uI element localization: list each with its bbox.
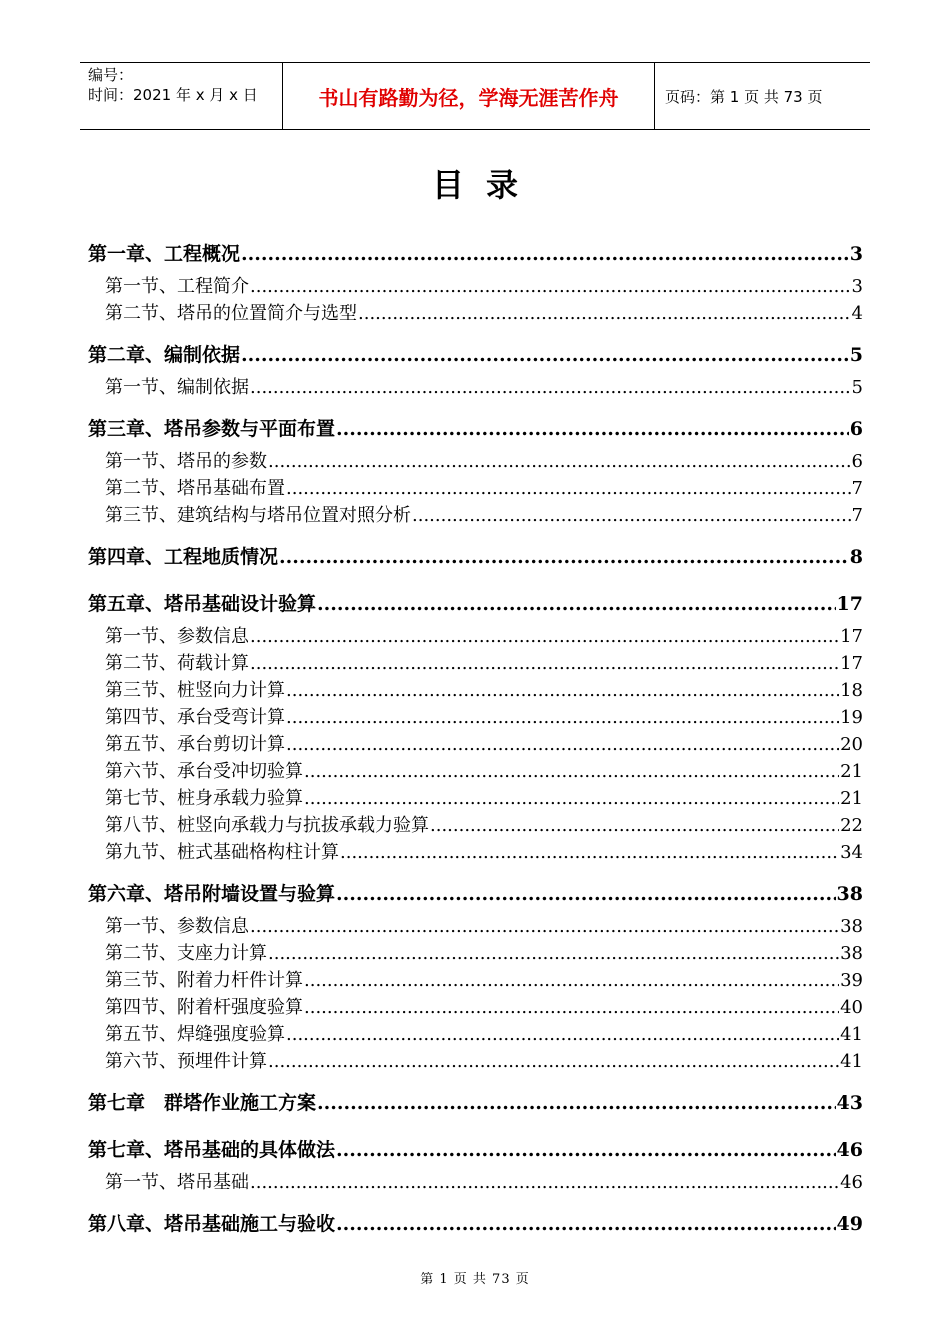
toc-spacer [88,866,863,876]
toc-section-entry[interactable] [88,731,863,758]
toc-chapter-entry[interactable] [88,539,863,576]
toc-entry-page: 46 [836,1139,863,1161]
header-meta [80,63,282,129]
toc-dot-leader [317,586,836,623]
toc-entry-page: 20 [840,734,863,755]
toc-section-entry[interactable] [88,623,863,650]
page-footer: 第 1 页 共 73 页 [420,1272,530,1287]
toc-entry-label: 第一节、参数信息 [105,916,249,937]
toc-entry-label: 第一节、工程简介 [105,276,249,297]
toc-entry-page: 8 [849,546,863,568]
toc-entry-page: 17 [836,593,863,615]
toc-dot-leader [430,812,839,839]
toc-entry-page: 7 [851,505,863,526]
toc-entry-page: 49 [836,1213,863,1235]
toc-section-entry[interactable] [88,1021,863,1048]
toc-section-entry[interactable] [88,758,863,785]
toc-entry-label: 第一节、参数信息 [105,626,249,647]
toc-entry-label: 第二节、荷载计算 [105,653,249,674]
toc-chapter-entry[interactable] [88,1085,863,1122]
toc-entry-page: 3 [851,276,863,297]
header-page-info-cell [655,63,870,129]
toc-entry-label: 第六章、塔吊附墙设置与验算 [88,883,336,905]
toc-dot-leader [250,1169,839,1196]
toc-entry-label: 第五章、塔吊基础设计验算 [88,593,317,615]
toc-section-entry[interactable] [88,300,863,327]
toc-spacer [88,529,863,539]
table-of-contents [88,236,863,1243]
page-title: 目录 [431,166,540,204]
toc-section-entry[interactable] [88,677,863,704]
toc-entry-label: 第九节、桩式基础格构柱计算 [105,842,339,863]
toc-entry-page: 18 [840,680,863,701]
toc-entry-label: 第三章、塔吊参数与平面布置 [88,418,336,440]
toc-entry-page: 21 [840,761,863,782]
toc-section-entry[interactable] [88,785,863,812]
toc-entry-label: 第二章、编制依据 [88,344,241,366]
toc-entry-label: 第四章、工程地质情况 [88,546,279,568]
toc-entry-label: 第二节、支座力计算 [105,943,267,964]
header-motto-cell [282,63,655,129]
toc-entry-page: 38 [840,916,863,937]
toc-entry-page: 6 [849,418,863,440]
toc-entry-label: 第一章、工程概况 [88,243,241,265]
toc-chapter-entry[interactable] [88,1206,863,1243]
toc-section-entry[interactable] [88,704,863,731]
toc-section-entry[interactable] [88,448,863,475]
toc-section-entry[interactable] [88,812,863,839]
toc-dot-leader [250,273,851,300]
toc-entry-label: 第四节、附着杆强度验算 [105,997,303,1018]
toc-dot-leader [250,913,839,940]
toc-section-entry[interactable] [88,1169,863,1196]
toc-entry-page: 7 [851,478,863,499]
toc-entry-label: 第五节、承台剪切计算 [105,734,285,755]
toc-entry-page: 6 [851,451,863,472]
toc-dot-leader [304,967,839,994]
toc-entry-page: 4 [851,303,863,324]
toc-entry-page: 5 [849,344,863,366]
toc-entry-page: 17 [840,626,863,647]
toc-entry-page: 41 [840,1051,863,1072]
toc-dot-leader [250,650,839,677]
toc-section-entry[interactable] [88,940,863,967]
toc-chapter-entry[interactable] [88,586,863,623]
header-time-label: 时间：2021 年 x 月 x 日 [88,86,258,104]
toc-entry-label: 第三节、桩竖向力计算 [105,680,285,701]
toc-spacer [88,401,863,411]
toc-entry-page: 3 [849,243,863,265]
toc-dot-leader [250,623,839,650]
toc-entry-page: 19 [840,707,863,728]
toc-dot-leader [336,876,836,913]
toc-section-entry[interactable] [88,994,863,1021]
toc-entry-label: 第六节、承台受冲切验算 [105,761,303,782]
toc-spacer [88,1075,863,1085]
toc-section-entry[interactable] [88,374,863,401]
toc-section-entry[interactable] [88,839,863,866]
toc-spacer [88,327,863,337]
toc-dot-leader [286,731,839,758]
toc-dot-leader [304,785,839,812]
toc-entry-page: 21 [840,788,863,809]
toc-entry-page: 38 [840,943,863,964]
toc-dot-leader [336,411,849,448]
toc-entry-page: 41 [840,1024,863,1045]
toc-entry-label: 第三节、附着力杆件计算 [105,970,303,991]
toc-dot-leader [304,758,839,785]
toc-chapter-entry[interactable] [88,337,863,374]
toc-section-entry[interactable] [88,1048,863,1075]
toc-dot-leader [250,374,851,401]
toc-entry-page: 38 [836,883,863,905]
toc-entry-page: 46 [840,1172,863,1193]
toc-entry-page: 17 [840,653,863,674]
toc-entry-label: 第一节、塔吊的参数 [105,451,267,472]
toc-chapter-entry[interactable] [88,1132,863,1169]
toc-spacer [88,1122,863,1132]
toc-dot-leader [286,475,851,502]
toc-dot-leader [336,1132,836,1169]
toc-entry-label: 第八章、塔吊基础施工与验收 [88,1213,336,1235]
toc-chapter-entry[interactable] [88,236,863,273]
header-page-info: 页码：第 1 页 共 73 页 [665,87,823,106]
toc-chapter-entry[interactable] [88,411,863,448]
toc-dot-leader [304,994,839,1021]
header-number-label: 编号： [88,66,134,84]
toc-section-entry[interactable] [88,475,863,502]
toc-section-entry[interactable] [88,273,863,300]
toc-entry-label: 第二节、塔吊基础布置 [105,478,285,499]
toc-dot-leader [268,448,851,475]
toc-chapter-entry[interactable] [88,876,863,913]
toc-entry-page: 39 [840,970,863,991]
toc-dot-leader [336,1206,836,1243]
toc-entry-label: 第七章、塔吊基础的具体做法 [88,1139,336,1161]
toc-entry-label: 第五节、焊缝强度验算 [105,1024,285,1045]
toc-dot-leader [241,337,849,374]
toc-dot-leader [412,502,851,529]
toc-entry-label: 第四节、承台受弯计算 [105,707,285,728]
toc-entry-label: 第一节、编制依据 [105,377,249,398]
toc-dot-leader [268,940,839,967]
toc-entry-label: 第六节、预埋件计算 [105,1051,267,1072]
toc-entry-label: 第八节、桩竖向承载力与抗拔承载力验算 [105,815,429,836]
toc-dot-leader [286,677,839,704]
toc-entry-label: 第七节、桩身承载力验算 [105,788,303,809]
toc-entry-page: 43 [836,1092,863,1114]
toc-section-entry[interactable] [88,913,863,940]
toc-entry-label: 第二节、塔吊的位置简介与选型 [105,303,357,324]
toc-section-entry[interactable] [88,650,863,677]
header-motto: 书山有路勤为径，学海无涯苦作舟 [318,85,619,110]
toc-dot-leader [279,539,849,576]
toc-entry-page: 34 [840,842,863,863]
toc-dot-leader [241,236,849,273]
page-header [80,62,870,130]
toc-section-entry[interactable] [88,502,863,529]
toc-section-entry[interactable] [88,967,863,994]
toc-dot-leader [340,839,839,866]
toc-spacer [88,1196,863,1206]
toc-dot-leader [286,704,839,731]
toc-entry-page: 40 [840,997,863,1018]
toc-entry-label: 第一节、塔吊基础 [105,1172,249,1193]
toc-dot-leader [358,300,851,327]
toc-dot-leader [317,1085,836,1122]
toc-entry-page: 5 [851,377,863,398]
toc-entry-page: 22 [840,815,863,836]
toc-entry-label: 第七章 群塔作业施工方案 [88,1092,317,1114]
toc-spacer [88,576,863,586]
toc-dot-leader [286,1021,839,1048]
toc-entry-label: 第三节、建筑结构与塔吊位置对照分析 [105,505,411,526]
toc-dot-leader [268,1048,839,1075]
